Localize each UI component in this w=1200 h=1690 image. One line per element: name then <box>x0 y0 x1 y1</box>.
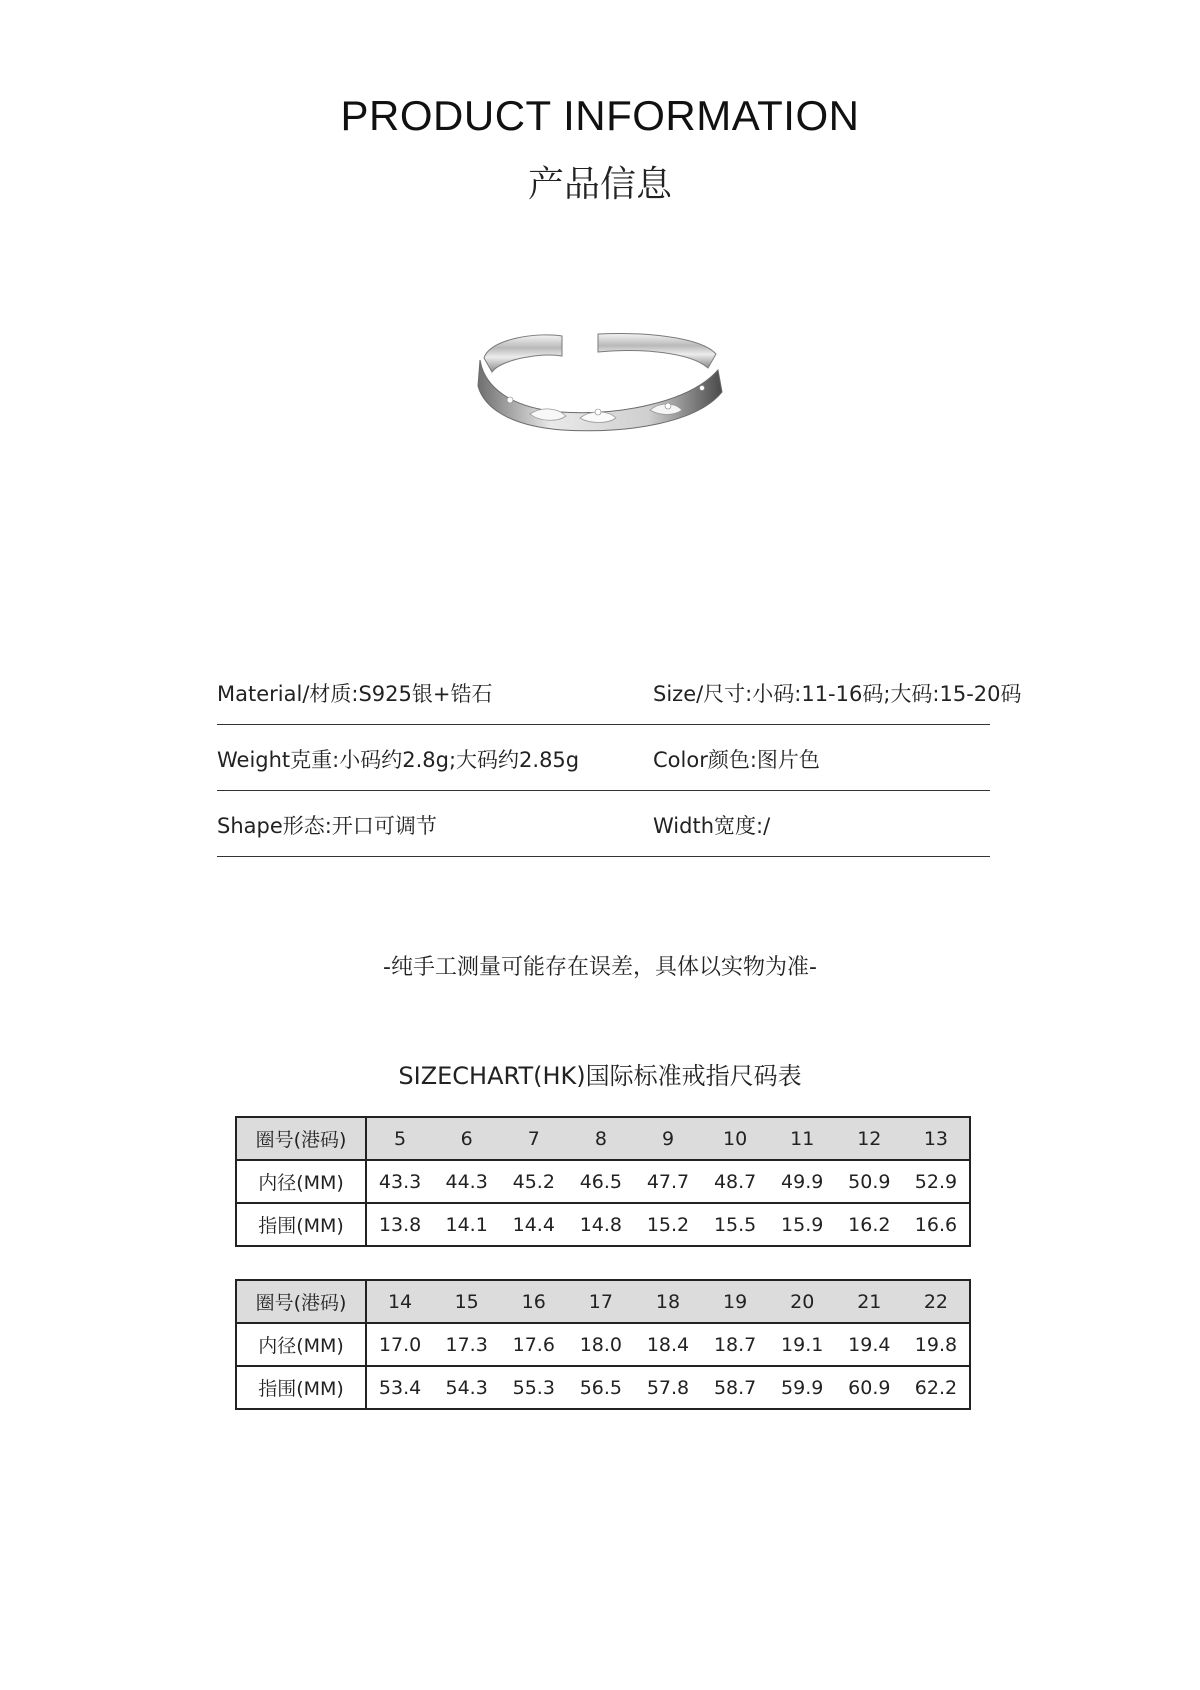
table-cell: 18 <box>634 1280 701 1323</box>
page-title: PRODUCT INFORMATION <box>340 92 860 139</box>
table-cell: 16.6 <box>903 1203 970 1246</box>
table-row <box>236 1117 970 1160</box>
table-row <box>236 1323 970 1366</box>
table-cell: 59.9 <box>769 1366 836 1409</box>
table-row <box>236 1280 970 1323</box>
table-cell: 16.2 <box>836 1203 903 1246</box>
table-cell: 49.9 <box>769 1160 836 1203</box>
table-cell: 6 <box>433 1117 500 1160</box>
table-row <box>236 1203 970 1246</box>
table-cell: 10 <box>702 1117 769 1160</box>
table-cell: 48.7 <box>702 1160 769 1203</box>
table-cell: 19 <box>702 1280 769 1323</box>
ring-product-image <box>470 330 730 450</box>
table-cell: 16 <box>500 1280 567 1323</box>
table-cell: 52.9 <box>903 1160 970 1203</box>
spec-row-2 <box>217 724 990 791</box>
table-cell: 44.3 <box>433 1160 500 1203</box>
table-cell: 58.7 <box>702 1366 769 1409</box>
table-cell: 22 <box>903 1280 970 1323</box>
table-cell: 47.7 <box>634 1160 701 1203</box>
row-label: 圈号(港码) <box>236 1117 366 1160</box>
table-cell: 17.3 <box>433 1323 500 1366</box>
table-cell: 9 <box>634 1117 701 1160</box>
table-cell: 15.9 <box>769 1203 836 1246</box>
row-label: 指围(MM) <box>236 1203 366 1246</box>
table-cell: 15 <box>433 1280 500 1323</box>
measurement-note: -纯手工测量可能存在误差，具体以实物为准- <box>383 955 817 980</box>
table-cell: 57.8 <box>634 1366 701 1409</box>
size-table-1 <box>235 1116 971 1247</box>
row-label: 圈号(港码) <box>236 1280 366 1323</box>
table-cell: 19.4 <box>836 1323 903 1366</box>
table-cell: 43.3 <box>366 1160 433 1203</box>
table-cell: 21 <box>836 1280 903 1323</box>
table-cell: 17.6 <box>500 1323 567 1366</box>
table-cell: 14.4 <box>500 1203 567 1246</box>
table-cell: 8 <box>567 1117 634 1160</box>
table-cell: 17.0 <box>366 1323 433 1366</box>
spec-material: Material/材质:S925银+锆石 <box>217 682 493 706</box>
table-row <box>236 1160 970 1203</box>
table-cell: 62.2 <box>903 1366 970 1409</box>
table-cell: 55.3 <box>500 1366 567 1409</box>
table-cell: 45.2 <box>500 1160 567 1203</box>
table-cell: 13.8 <box>366 1203 433 1246</box>
table-cell: 18.7 <box>702 1323 769 1366</box>
table-cell: 5 <box>366 1117 433 1160</box>
spec-weight: Weight克重:小码约2.8g;大码约2.85g <box>217 748 580 772</box>
table-cell: 50.9 <box>836 1160 903 1203</box>
table-cell: 14.8 <box>567 1203 634 1246</box>
table-cell: 20 <box>769 1280 836 1323</box>
table-cell: 15.5 <box>702 1203 769 1246</box>
row-label: 内径(MM) <box>236 1160 366 1203</box>
spec-row-1 <box>217 658 1022 725</box>
table-cell: 53.4 <box>366 1366 433 1409</box>
table-cell: 56.5 <box>567 1366 634 1409</box>
page-subtitle: 产品信息 <box>527 164 672 205</box>
table-cell: 60.9 <box>836 1366 903 1409</box>
table-cell: 15.2 <box>634 1203 701 1246</box>
size-table-2 <box>235 1279 971 1410</box>
spec-shape: Shape形态:开口可调节 <box>217 814 437 838</box>
table-cell: 17 <box>567 1280 634 1323</box>
spec-color: Color颜色:图片色 <box>653 748 820 772</box>
spec-width: Width宽度:/ <box>653 814 771 838</box>
table-cell: 12 <box>836 1117 903 1160</box>
table-cell: 13 <box>903 1117 970 1160</box>
table-row <box>236 1366 970 1409</box>
table-cell: 11 <box>769 1117 836 1160</box>
table-cell: 14 <box>366 1280 433 1323</box>
spec-row-3 <box>217 790 990 857</box>
spec-size: Size/尺寸:小码:11-16码;大码:15-20码 <box>653 682 1022 706</box>
row-label: 内径(MM) <box>236 1323 366 1366</box>
row-label: 指围(MM) <box>236 1366 366 1409</box>
table-cell: 46.5 <box>567 1160 634 1203</box>
table-cell: 18.0 <box>567 1323 634 1366</box>
table-cell: 19.1 <box>769 1323 836 1366</box>
table-cell: 54.3 <box>433 1366 500 1409</box>
table-cell: 18.4 <box>634 1323 701 1366</box>
table-cell: 7 <box>500 1117 567 1160</box>
table-cell: 19.8 <box>903 1323 970 1366</box>
size-chart-title: SIZECHART(HK)国际标准戒指尺码表 <box>398 1062 802 1090</box>
table-cell: 14.1 <box>433 1203 500 1246</box>
